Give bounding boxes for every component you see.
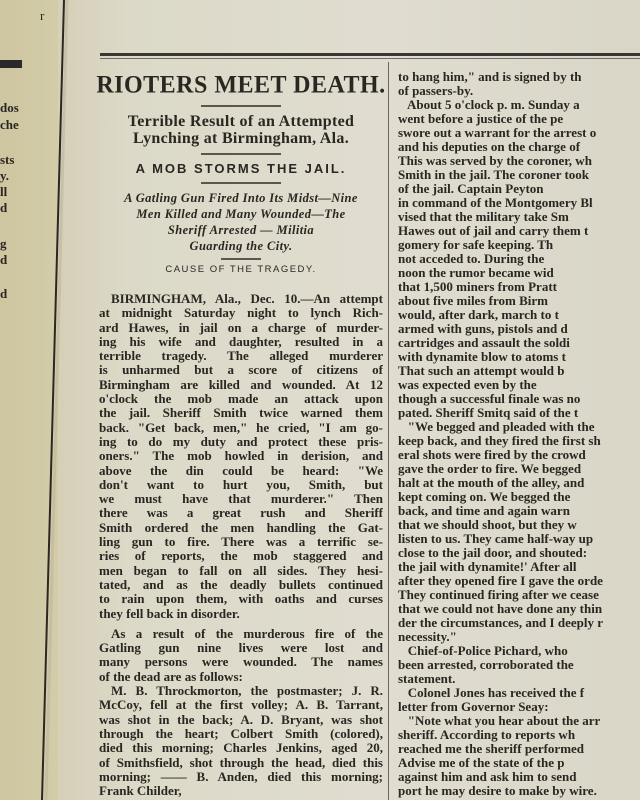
text-line: Gatling gun nine lives were lost and (99, 641, 383, 656)
text-line: to rain upon them, with oaths and curses (99, 592, 383, 607)
margin-fragment: dos (0, 100, 19, 115)
text-line: the jail with dynamite!' After all (398, 559, 577, 574)
text-line: Smith in the jail. The coroner took (398, 167, 590, 182)
column-divider (388, 62, 389, 800)
text-line: of Smithsfield, shot through the head, died this (99, 755, 383, 770)
text-line: oners." The mob howled in derision, and (99, 449, 383, 464)
text-line: with dynamite blow to atoms t (398, 349, 566, 364)
margin-fragment: sts (0, 152, 15, 167)
text-line: ing his wife and daughter, resulted in a (99, 334, 383, 349)
text-line: They continued firing after we cease (398, 587, 599, 602)
text-line: though a successful finale was no (398, 391, 581, 406)
text-line: necessity." (398, 629, 457, 644)
text-line: pated. Sheriff Smitq said of the t (398, 405, 579, 420)
text-line: "Note what you hear about the arr (398, 713, 601, 728)
text-line: of passers-by. (398, 83, 474, 98)
margin-fragment: ll (0, 184, 8, 199)
text-line: back, and time and again warn (398, 503, 570, 518)
text-line: was shot in the back; A. D. Bryant, was shot (99, 712, 383, 727)
text-line: through the heart; Colbert Smith (colored), (99, 726, 383, 741)
text-line: went before a justice of the pe (398, 111, 564, 126)
divider (201, 182, 281, 184)
text-line: was expected even by the (398, 377, 537, 392)
text-line: listen to us. They came half-way up (398, 531, 594, 546)
text-line: about five miles from Birm (398, 293, 548, 308)
text-line: statement. (398, 671, 456, 686)
text-line: cartridges and assault the soldi (398, 335, 570, 350)
text-line: not acceded to. During the (398, 251, 545, 266)
text-line: ard Hawes, in jail on a charge of murder- (99, 320, 383, 335)
text-line: Advise me of the state of the p (398, 755, 565, 770)
text-line: Smith ordered the men handling the Gat- (99, 520, 383, 535)
text-line: gave the order to fire. We begged (398, 461, 582, 476)
divider (201, 153, 281, 155)
text-line: Chief-of-Police Pichard, who (398, 643, 568, 658)
text-line: reached me the sheriff performed (398, 741, 585, 756)
text-line: ling gun to fire. There was a terrific se- (99, 535, 383, 550)
margin-fragment: che (0, 117, 19, 132)
text-line: don't want to hurt you, Smith, but (99, 477, 383, 492)
text-line: eral shots were fired by the crowd (398, 447, 586, 462)
text-line: ries of reports, the mob staggered and (99, 549, 383, 564)
headline-summary-line: A Gatling Gun Fired Into Its Midst—Nine (124, 191, 358, 205)
text-line: As a result of the murderous fire of the (111, 626, 383, 641)
text-line: that we should shoot, but they w (398, 517, 577, 532)
text-line: port he may desire to make by wire. (398, 783, 597, 798)
text-line: in command of the Montgomery Bl (398, 195, 593, 210)
text-line: above the din could be heard: "We (99, 463, 383, 478)
text-line: BIRMINGHAM, Ala., Dec. 10.—An attempt (111, 292, 383, 306)
margin-fragment: d (0, 200, 8, 215)
headline-summary-line: Sheriff Arrested — Militia (167, 223, 315, 237)
text-line: terrible tragedy. The alleged murderer (99, 349, 383, 364)
text-line: died this morning; Charles Jenkins, aged 20, (99, 741, 383, 756)
text-line: of the dead are as follows: (99, 669, 243, 684)
text-line: "We begged and pleaded with the (398, 419, 595, 434)
headline-subtitle-line: Lynching at Birmingham, Ala. (133, 130, 349, 147)
text-line: is unharmed but a score of citizens of (99, 363, 383, 378)
text-line: sheriff. According to reports wh (398, 727, 576, 742)
text-line: back. "Get back, men," he cried, "I am go- (99, 420, 383, 435)
text-line: to hang him," and is signed by th (398, 69, 582, 84)
text-line: many persons were wounded. The names (99, 655, 383, 670)
text-line: This was served by the coroner, wh (398, 153, 592, 168)
text-line: swore out a warrant for the arrest o (398, 125, 597, 140)
text-line: o'clock the mob made an attack upon (99, 392, 383, 407)
headline-subtitle-line: Terrible Result of an Attempted (127, 113, 355, 130)
text-line: after they opened fire I gave the orde (398, 573, 603, 588)
text-line: der the circumstances, and I deeply r (398, 615, 603, 630)
text-line: McCoy, fell at the first volley; A. B. Tarrant, (99, 698, 383, 713)
text-line: letter from Governor Seay: (398, 699, 549, 714)
divider (201, 105, 281, 107)
text-line: ing to do my duty and protect these pris- (99, 434, 383, 449)
margin-fragment: g (0, 236, 7, 251)
text-line: Frank Childer, (99, 784, 182, 799)
text-line: noon the rumor became wid (398, 265, 554, 280)
text-line: would, after dark, march to t (398, 307, 559, 322)
text-line: at midnight Saturday night to lynch Rich- (99, 306, 383, 321)
text-line: morning; —— B. Anden, died this morning; (99, 769, 383, 784)
text-line: Birmingham are killed and wounded. At 12 (99, 377, 383, 392)
text-line: armed with guns, pistols and d (398, 321, 568, 336)
text-line: men began to fall on all sides. They hesi- (99, 563, 383, 578)
text-line: tated, and as the deadly bullets continued (99, 577, 383, 592)
text-line: Hawes out of jail and carry them t (398, 223, 589, 238)
headline-summary-line: Men Killed and Many Wounded—The (136, 207, 346, 221)
text-line: close to the jail door, and shouted: (398, 545, 588, 560)
text-line: and his deputies on the charge of (398, 139, 581, 154)
headline-summary-line: Guarding the City. (189, 239, 293, 253)
column-top-rule-thin (100, 58, 640, 59)
headline-title: RIOTERS MEET DEATH. (96, 71, 386, 99)
text-line: Colonel Jones has received the f (398, 685, 585, 700)
headline-block (96, 70, 386, 275)
margin-fragment: d (0, 286, 8, 301)
text-line: About 5 o'clock p. m. Sunday a (398, 97, 580, 112)
column-top-rule (100, 53, 640, 56)
divider (221, 258, 261, 260)
text-line: they fell back in disorder. (99, 606, 240, 621)
text-line: M. B. Throckmorton, the postmaster; J. R. (111, 684, 383, 699)
margin-fragment: r (40, 8, 45, 23)
margin-fragment: y. (0, 168, 10, 183)
text-line: the jail. Sheriff Smith twice warned them (99, 406, 383, 421)
text-line: gomery for safe keeping. Th (398, 237, 554, 252)
text-line: that we could not have done any thin (398, 601, 603, 616)
article-right-column (398, 70, 640, 798)
text-line: been arrested, corroborated the (398, 657, 574, 672)
text-line: we must have that murderer." Then (99, 492, 383, 507)
section-heading: CAUSE OF THE TRAGEDY. (165, 264, 317, 275)
text-line: keep back, and they fired the first sh (398, 433, 601, 448)
text-line: there was a great rush and Sheriff (99, 506, 383, 521)
text-line: of the jail. Captain Peyton (398, 181, 544, 196)
text-line: halt at the mouth of the alley, and (398, 475, 585, 490)
text-line: vised that the military take Sm (398, 209, 569, 224)
text-line: against him and ask him to send (398, 769, 577, 784)
text-line: That such an attempt would b (398, 363, 565, 378)
text-line: that 1,500 miners from Pratt (398, 279, 557, 294)
margin-fragment: d (0, 252, 8, 267)
article-left-column (99, 292, 383, 798)
headline-deck: A MOB STORMS THE JAIL. (135, 161, 347, 176)
text-line: kept coming on. We begged the (398, 489, 571, 504)
